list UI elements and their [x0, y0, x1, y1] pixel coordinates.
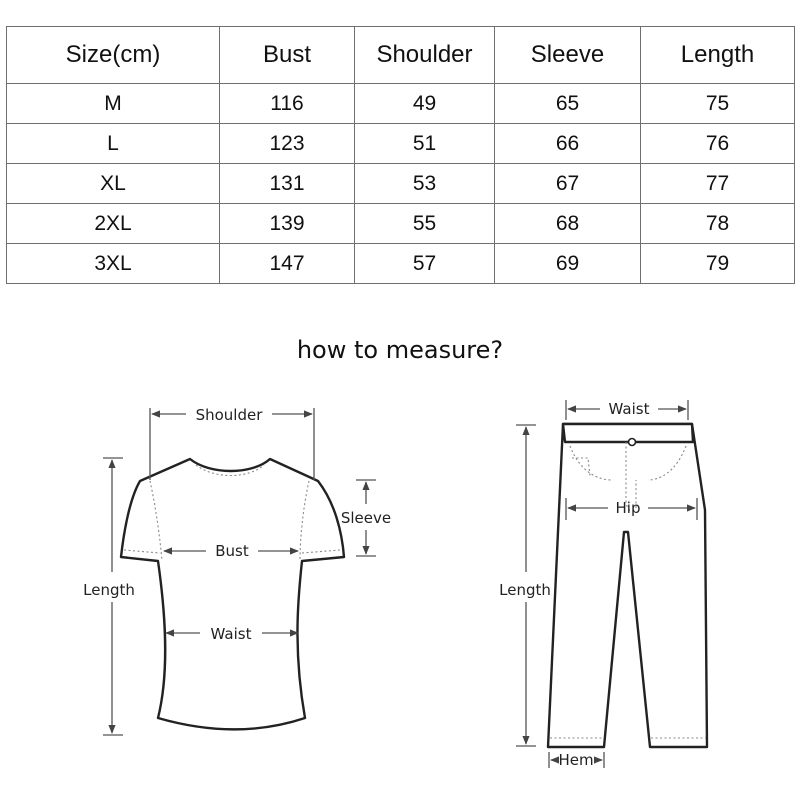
size-cell: XL — [7, 164, 220, 204]
pants-illustration — [548, 424, 707, 747]
table-row — [7, 84, 795, 124]
table-row — [7, 204, 795, 244]
header-bust: Bust — [220, 27, 355, 84]
shoulder-cell: 55 — [355, 204, 495, 244]
bust-cell: 147 — [220, 244, 355, 284]
pants-outline — [548, 424, 707, 747]
pants-button-icon — [629, 439, 636, 446]
size-cell: L — [7, 124, 220, 164]
sleeve-cell: 68 — [495, 204, 641, 244]
pants-waist-label: Waist — [608, 400, 650, 418]
shoulder-cell: 49 — [355, 84, 495, 124]
bust-cell: 131 — [220, 164, 355, 204]
length-cell: 77 — [641, 164, 795, 204]
sleeve-label: Sleeve — [340, 509, 392, 527]
length-cell: 76 — [641, 124, 795, 164]
size-cell: 2XL — [7, 204, 220, 244]
how-to-measure-heading: how to measure? — [296, 336, 504, 364]
size-chart-table — [6, 26, 795, 284]
sleeve-cell: 66 — [495, 124, 641, 164]
shoulder-cell: 53 — [355, 164, 495, 204]
table-row — [7, 124, 795, 164]
hip-label: Hip — [615, 499, 641, 517]
header-shoulder: Shoulder — [355, 27, 495, 84]
waist-label: Waist — [210, 625, 252, 643]
length-cell: 75 — [641, 84, 795, 124]
bust-cell: 139 — [220, 204, 355, 244]
sleeve-cell: 69 — [495, 244, 641, 284]
size-chart-body — [7, 84, 795, 284]
tshirt-outline — [121, 459, 344, 729]
length-cell: 78 — [641, 204, 795, 244]
header-sleeve: Sleeve — [495, 27, 641, 84]
bust-cell: 123 — [220, 124, 355, 164]
measurement-diagram — [0, 380, 800, 800]
size-cell: M — [7, 84, 220, 124]
tshirt-illustration — [121, 459, 344, 729]
shoulder-cell: 51 — [355, 124, 495, 164]
header-length: Length — [641, 27, 795, 84]
header-row — [7, 27, 795, 84]
size-chart-header — [7, 27, 795, 84]
bust-label: Bust — [215, 542, 249, 560]
length-label: Length — [83, 581, 135, 599]
header-size: Size(cm) — [7, 27, 220, 84]
sleeve-cell: 65 — [495, 84, 641, 124]
bust-cell: 116 — [220, 84, 355, 124]
table-row — [7, 244, 795, 284]
sleeve-cell: 67 — [495, 164, 641, 204]
hem-label: Hem — [558, 751, 594, 769]
table-row — [7, 164, 795, 204]
size-cell: 3XL — [7, 244, 220, 284]
shoulder-cell: 57 — [355, 244, 495, 284]
shoulder-label: Shoulder — [195, 406, 263, 424]
pants-waistband — [563, 424, 693, 442]
pants-length-label: Length — [499, 581, 551, 599]
length-cell: 79 — [641, 244, 795, 284]
